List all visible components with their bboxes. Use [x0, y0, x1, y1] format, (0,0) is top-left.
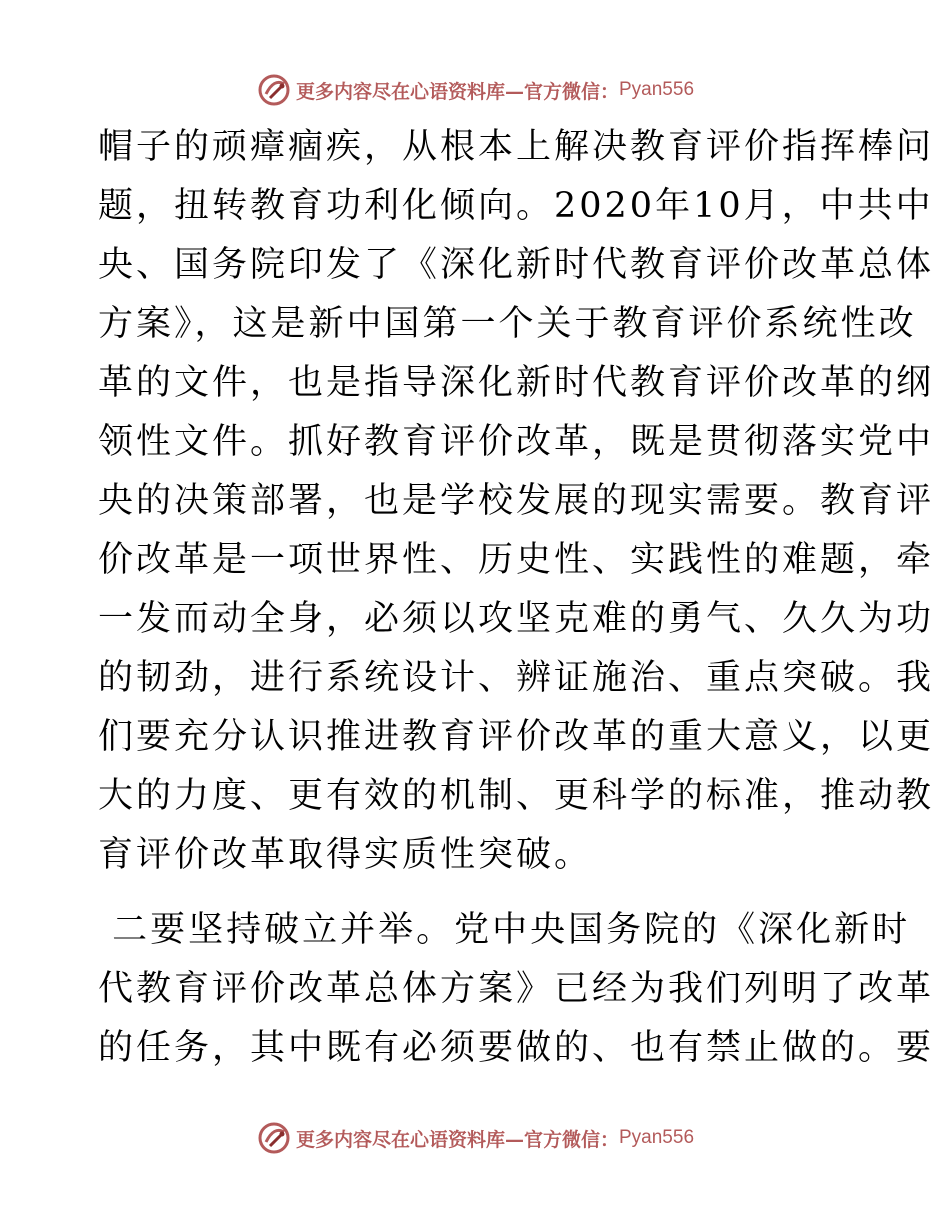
header-wechat-handle: Pyan556: [619, 79, 695, 100]
text-line: 央、国务院印发了《深化新时代教育评价改革总体: [98, 245, 935, 285]
document-body: [98, 118, 935, 1078]
text-line: 二要坚持破立并举。党中央国务院的《深化新时: [98, 910, 911, 950]
text-line: 央的决策部署，也是学校发展的现实需要。教育评: [98, 481, 935, 521]
text-line: 领性文件。抓好教育评价改革，既是贯彻落实党中: [98, 422, 935, 462]
text-line: 题，扭转教育功利化倾向。2020年10月，中共中: [98, 186, 934, 226]
text-line: 帽子的顽瘴痼疾，从根本上解决教育评价指挥棒问: [98, 127, 935, 167]
footer-watermark-banner: [0, 1118, 950, 1158]
paragraph-1: [98, 118, 935, 885]
text-line: 一发而动全身，必须以攻坚克难的勇气、久久为功: [98, 599, 935, 639]
text-line: 的任务，其中既有必须要做的、也有禁止做的。要: [98, 1028, 935, 1068]
text-line: 们要充分认识推进教育评价改革的重大意义，以更: [98, 717, 935, 757]
footer-wechat-handle: Pyan556: [619, 1127, 695, 1148]
text-line: 代教育评价改革总体方案》已经为我们列明了改革: [98, 969, 935, 1009]
header-banner-text: 更多内容尽在心语资料库—官方微信：: [295, 80, 619, 103]
paragraph-gap: [98, 885, 858, 901]
text-line: 育评价改革取得实质性突破。: [98, 835, 593, 875]
paragraph-2: [98, 901, 935, 1078]
text-line: 大的力度、更有效的机制、更科学的标准，推动教: [98, 776, 935, 816]
text-line: 的韧劲，进行系统设计、辨证施治、重点突破。我: [98, 658, 935, 698]
text-line: 方案》，这是新中国第一个关于教育评价系统性改: [98, 304, 917, 344]
swirl-pen-logo-icon: [256, 72, 292, 108]
header-watermark-banner: [0, 70, 950, 110]
text-line: 革的文件，也是指导深化新时代教育评价改革的纲: [98, 363, 935, 403]
footer-banner-text: 更多内容尽在心语资料库—官方微信：: [295, 1128, 619, 1151]
text-line: 价改革是一项世界性、历史性、实践性的难题，牵: [98, 540, 935, 580]
swirl-pen-logo-icon: [256, 1120, 292, 1156]
